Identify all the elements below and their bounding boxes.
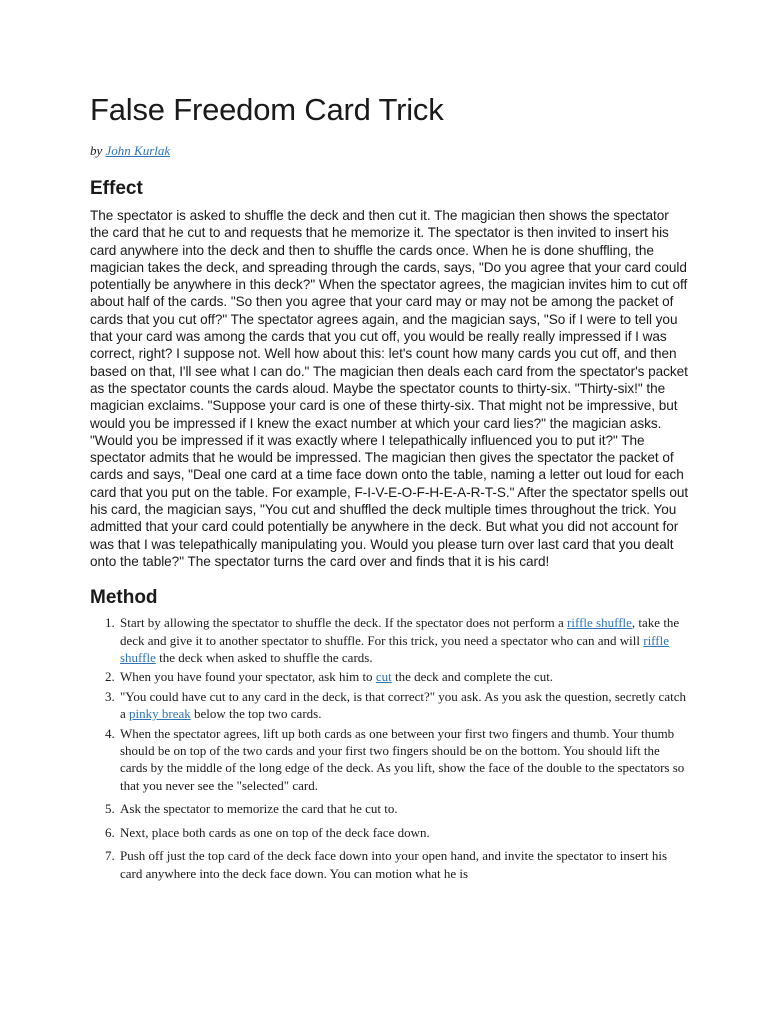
method-heading: Method xyxy=(90,587,158,609)
riffle-shuffle-link-2[interactable]: riffle shuffle xyxy=(120,632,669,666)
method-step-5: 5. Ask the spectator to memorize the card that he cut to. xyxy=(118,800,690,817)
method-step-4: 4. When the spectator agrees, lift up both cards as one between your first two fingers and thumb. Your thumb should be on top of the two cards and your first two fingers should be on the bottom. You should lift the cards by the middle of the long edge of the deck. As you lift, show the face of the double to the spectators so that you never see the "selected" card. xyxy=(118,725,690,795)
document xyxy=(90,90,690,884)
effect-heading: Effect xyxy=(90,178,143,199)
pinky-break-link[interactable]: pinky break xyxy=(129,706,191,722)
method-step-3: 3. "You could have cut to any card in the deck, is that correct?" you ask. As you ask the question, secretly catch a pinky break below the top two cards. xyxy=(118,688,690,723)
cut-link[interactable]: cut xyxy=(375,669,392,685)
author-link[interactable]: John Kurlak xyxy=(105,143,171,158)
method-steps xyxy=(90,614,690,882)
method-step-2: 2. When you have found your spectator, ask him to cut the deck and complete the cut. xyxy=(118,668,690,685)
riffle-shuffle-link[interactable]: riffle shuffle xyxy=(567,615,632,631)
method-step-1: 1. Start by allowing the spectator to shuffle the deck. If the spectator does not perform a riffle shuffle, take the deck and give it to another spectator to shuffle. For this trick, you need a spectator who can and will riffle shuffle the deck when asked to shuffle the cards. xyxy=(118,614,690,666)
byline-prefix: by xyxy=(90,143,106,158)
page-title: False Freedom Card Trick xyxy=(90,92,444,127)
effect-paragraph: The spectator is asked to shuffle the deck and then cut it. The magician then shows the spectator the card that he cut to and requests that he memorize it. The spectator is then invited to insert his card anywhere into the deck and then to shuffle the cards once. When he is done shuffling, the magician takes the deck, and spreading through the cards, says, "Do you agree that your card could potentially be anywhere in this deck?" When the spectator agrees, the magician invites him to cut off about half of the cards. "So then you agree that your card may or may not be among the packet of cards that you cut off?" The spectator agrees again, and the magician says, "So if I were to tell you that your card was among the cards that you cut off, you would be really really impressed if I was correct, right? I suppose not. Well how about this: let's count how many cards you cut off, and then based on that, I'll see what I can do." The magician then deals each card from the spectator's packet as the spectator counts the cards aloud. Maybe the spectator counts to thirty-six. "Thirty-six!" the magician exclaims. "Suppose your card is one of these thirty-six. That might not be impressive, but would you be impressed if I knew the exact number at which your card lies?" the magician asks. "Would you be impressed if it was exactly where I telepathically influenced you to put it?" The spectator admits that he would be impressed. The magician then gives the spectator the packet of cards and says, "Deal one card at a time face down onto the table, naming a letter out loud for each card that you put on the table. For example, F-I-V-E-O-F-H-E-A-R-T-S." After the spectator spells out his card, the magician says, "You cut and shuffled the deck multiple times throughout the trick. You admitted that your card could potentially be anywhere in the deck. But what you did not account for was that I was telepathically manipulating you. Would you please turn over last card that you dealt onto the table?" The spectator turns the card over and finds that it is his card! xyxy=(90,208,689,569)
byline xyxy=(90,142,690,160)
method-step-6: 6. Next, place both cards as one on top of the deck face down. xyxy=(118,824,690,841)
method-step-7: 7. Push off just the top card of the deck face down into your open hand, and invite the spectator to insert his card anywhere into the deck face down. You can motion what he is xyxy=(118,847,690,882)
